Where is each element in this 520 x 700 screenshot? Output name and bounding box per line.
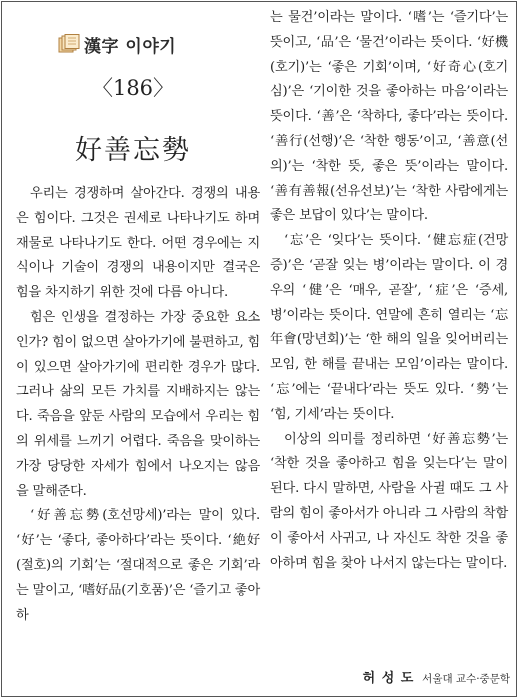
paragraph: 우리는 경쟁하며 살아간다. 경쟁의 내용은 힘이다. 그것은 권세로 나타나기도 하며 재물로 나타나기도 한다. 어떤 경우에는 지식이나 기술이 경쟁의 내용이지만 결국은 힘을 차지하기 위한 것에 다름 아니다. xyxy=(16,186,260,301)
article-headline: 好善忘勢 xyxy=(75,135,191,166)
left-column xyxy=(16,182,260,628)
paragraph: 이상의 의미를 정리하면 ‘好善忘勢’는 ‘착한 것을 좋아하고 힘을 잊는다’는 말이 된다. 다시 말하면, 사람을 사귈 때도 그 사람의 힘이 좋아서가 아니라 그 사람의 착함이 좋아서 사귀고, 나 자신도 착한 것을 좋아하며 힘을 찾아 나서지 않는다는 말이다. xyxy=(270,431,508,571)
right-column xyxy=(270,6,508,576)
column-header xyxy=(0,30,266,60)
author-name: 허 성 도 xyxy=(362,671,415,686)
paragraph: 는 물건’이라는 말이다. ‘嗜’는 ‘즐기다’는 뜻이고, ‘品’은 ‘물건’이라는 뜻이다. ‘好機(호기)’는 ‘좋은 기회’이며, ‘好奇心(호기심)’은 ‘기이한 것을 좋아하는 마음’이라는 뜻이다. ‘善’은 ‘착하다, 좋다’라는 뜻이다. ‘善行(선행)’은 ‘착한 행동’이고, ‘善意(선의)’는 ‘착한 뜻, 좋은 뜻’이라는 말이다. ‘善有善報(선유선보)’는 ‘착한 사람에게는 좋은 보답이 있다’는 말이다. xyxy=(270,10,508,224)
byline xyxy=(363,667,510,686)
book-icon xyxy=(58,34,80,54)
author-affiliation: 서울대 교수·중문학 xyxy=(422,673,510,685)
issue-number: 〈186〉 xyxy=(91,76,175,100)
paragraph: ‘好善忘勢(호선망세)’라는 말이 있다. ‘好’는 ‘좋다, 좋아하다’라는 뜻이다. ‘絶好(절호)의 기회’는 ‘절대적으로 좋은 기회’라는 말이고, ‘嗜好品(기호품)’은 ‘즐기고 좋아하 xyxy=(16,508,260,623)
paragraph: 힘은 인생을 결정하는 가장 중요한 요소인가? 힘이 없으면 살아가기에 불편하고, 힘이 있으면 살아가기에 편리한 경우가 많다. 그러나 삶의 모든 가치를 지배하지는 않는다. 죽음을 앞둔 사람의 모습에서 우리는 힘의 위세를 느끼기 어렵다. 죽음을 맞이하는 가장 당당한 자세가 힘에서 나오지는 않음을 말해준다. xyxy=(16,309,260,499)
paragraph: ‘忘’은 ‘잊다’는 뜻이다. ‘健忘症(건망증)’은 ‘곧잘 잊는 병’이라는 말이다. 이 경우의 ‘健’은 ‘매우, 곧잘’, ‘症’은 ‘증세, 병’이라는 뜻이다. 연말에 흔히 열리는 ‘忘年會(망년회)’는 ‘한 해의 일을 잊어버리는 모임, 한 해를 끝내는 모임’이라는 말이다. ‘忘’에는 ‘끝내다’라는 뜻도 있다. ‘勢’는 ‘힘, 기세’라는 뜻이다. xyxy=(270,233,508,422)
column-title: 漢字 이야기 xyxy=(84,37,177,57)
